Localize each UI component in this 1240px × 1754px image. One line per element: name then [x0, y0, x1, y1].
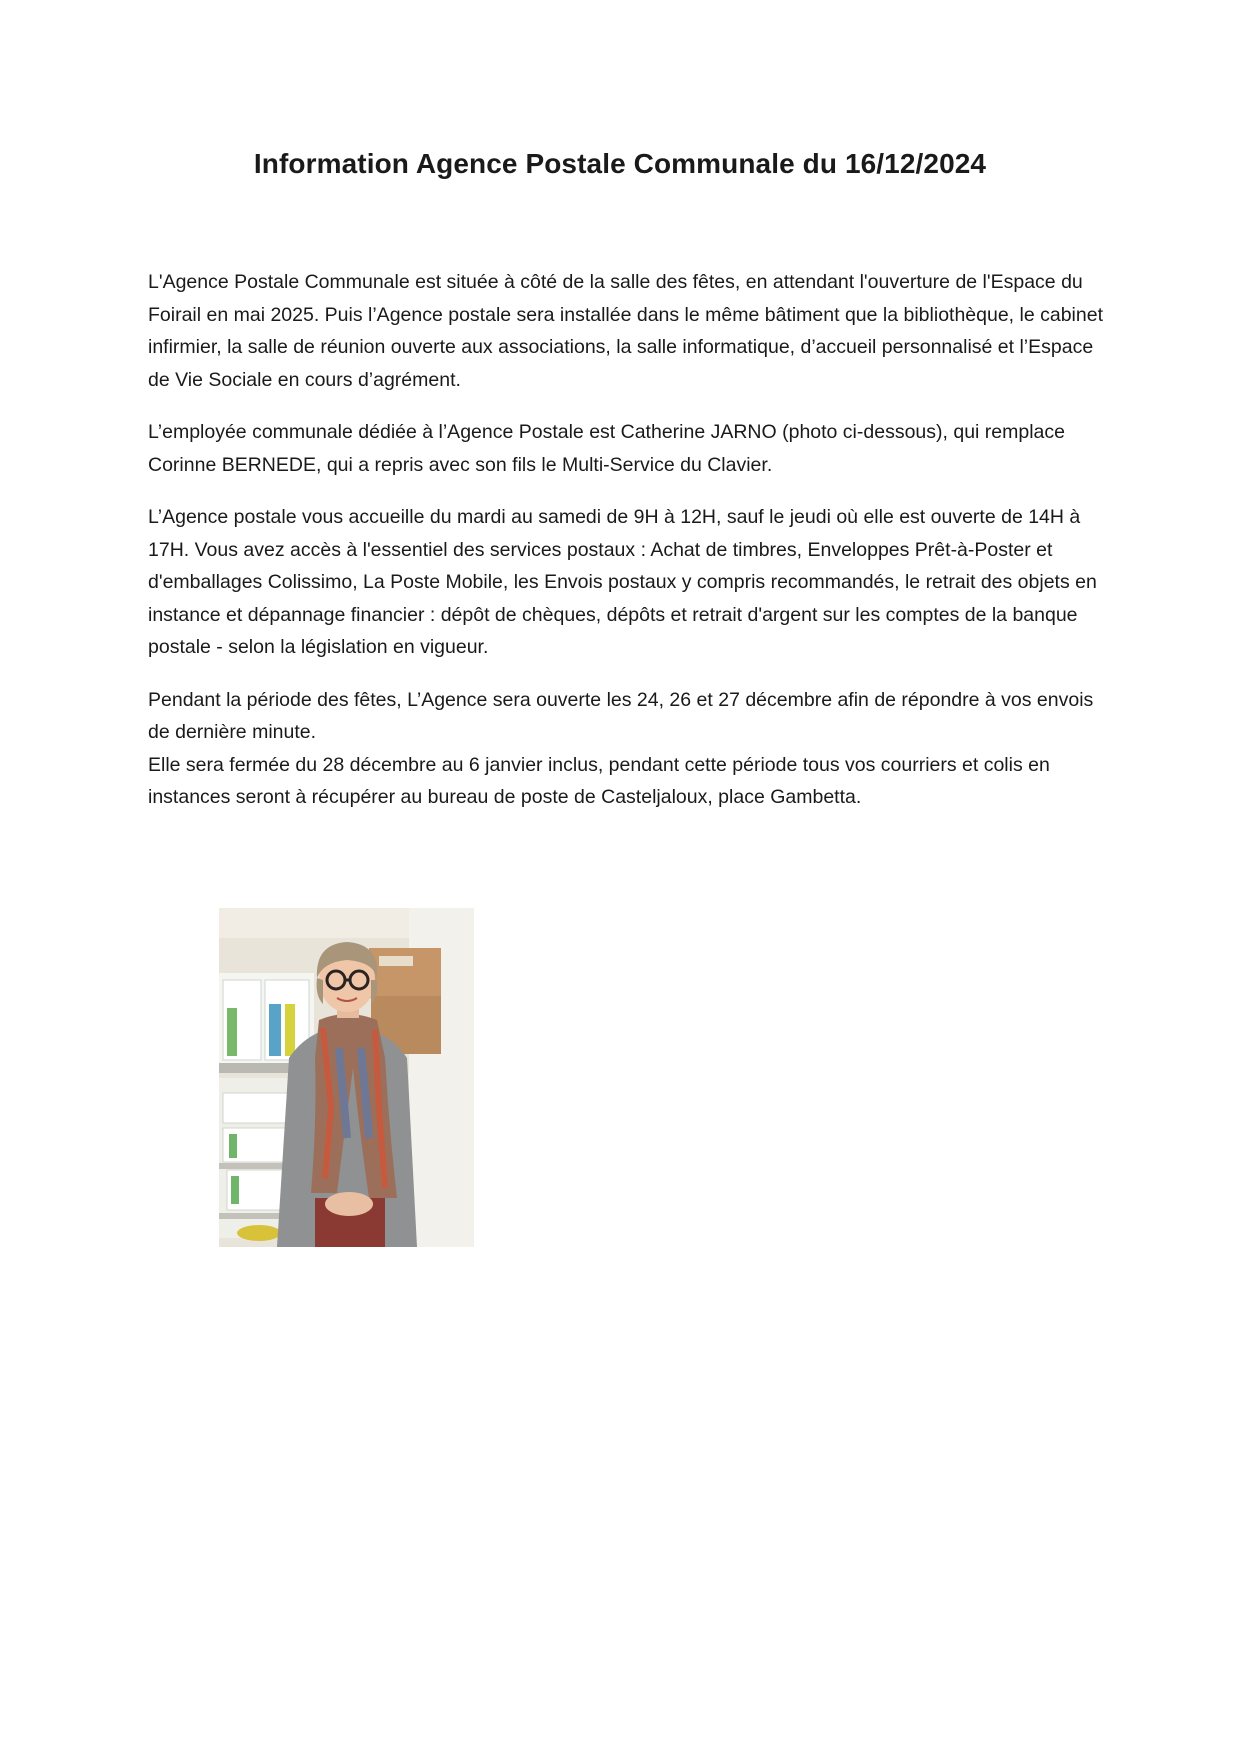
document-body — [148, 266, 1108, 834]
paragraph-location: L'Agence Postale Communale est située à côté de la salle des fêtes, en attendant l'ouverture de l'Espace du Foirail en mai 2025. Puis l’Agence postale sera installée dans le même bâtiment que la bibliothèque, le cabinet infirmier, la salle de réunion ouverte aux associations, la salle informatique, d’accueil personnalisé et l’Espace de Vie Sociale en cours d’agrément. — [148, 271, 1103, 391]
paragraph-employee: L’employée communale dédiée à l’Agence Postale est Catherine JARNO (photo ci-dessous), qui remplace Corinne BERNEDE, qui a repris avec son fils le Multi-Service du Clavier. — [148, 421, 1065, 476]
employee-photo — [219, 908, 474, 1247]
paragraph-holiday-closure: Elle sera fermée du 28 décembre au 6 janvier inclus, pendant cette période tous vos courriers et colis en instances seront à récupérer au bureau de poste de Casteljaloux, place Gambetta. — [148, 753, 1050, 808]
page-title: Information Agence Postale Communale du 16/12/2024 — [253, 148, 987, 179]
paragraph-holiday-opening: Pendant la période des fêtes, L’Agence sera ouverte les 24, 26 et 27 décembre afin de répondre à vos envois de dernière minute. — [148, 688, 1094, 743]
paragraph-hours-services: L’Agence postale vous accueille du mardi au samedi de 9H à 12H, sauf le jeudi où elle est ouverte de 14H à 17H. Vous avez accès à l'essentiel des services postaux : Achat de timbres, Enveloppes Prêt-à-Poster et d'emballages Colissimo, La Poste Mobile, les Envois postaux y compris recommandés, le retrait des objets en instance et dépannage financier : dépôt de chèques, dépôts et retrait d'argent sur les comptes de la banque postale - selon la législation en vigueur. — [148, 506, 1097, 658]
